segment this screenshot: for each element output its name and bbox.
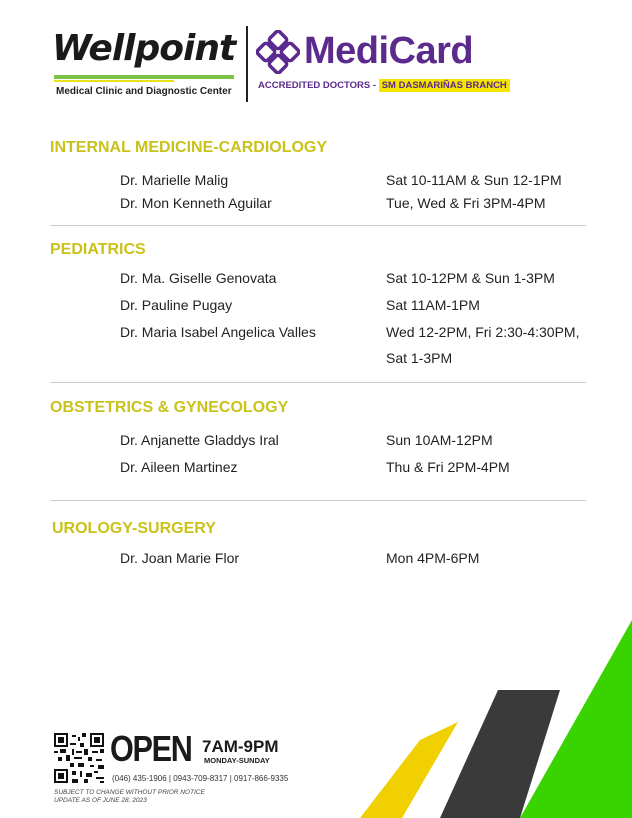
notice (54, 789, 205, 805)
notice-line: SUBJECT TO CHANGE WITHOUT PRIOR NOTICE (54, 789, 205, 796)
branch-tag: SM DASMARIÑAS BRANCH (379, 79, 510, 92)
doctor-name: Dr. Maria Isabel Angelica Valles (120, 324, 316, 340)
doctor-name: Dr. Mon Kenneth Aguilar (120, 195, 272, 211)
doctor-schedule: Sat 10-11AM & Sun 12-1PM (386, 172, 562, 188)
wellpoint-subtitle: Medical Clinic and Diagnostic Center (56, 86, 232, 97)
section-title-obgyn: OBSTETRICS & GYNECOLOGY (50, 399, 289, 416)
doctor-schedule: Sun 10AM-12PM (386, 432, 493, 448)
doctor-name: Dr. Joan Marie Flor (120, 550, 240, 566)
logo-underline-yellow (54, 80, 174, 82)
section-title-pediatrics: PEDIATRICS (50, 241, 146, 258)
doctor-schedule: Tue, Wed & Fri 3PM-4PM (386, 195, 546, 211)
opening-hours: 7AM-9PM (202, 737, 279, 756)
accredited-doctors-label (258, 80, 510, 91)
section-title-urology: UROLOGY-SURGERY (52, 520, 216, 537)
section-divider (50, 225, 586, 226)
accredited-text: ACCREDITED DOCTORS - (258, 80, 379, 91)
qr-code-icon (54, 733, 104, 783)
doctor-schedule: Sat 10-12PM & Sun 1-3PM (386, 270, 555, 286)
doctor-schedule: Wed 12-2PM, Fri 2:30-4:30PM, (386, 324, 580, 340)
doctor-name: Dr. Marielle Malig (120, 172, 229, 188)
opening-days: MONDAY-SUNDAY (204, 756, 270, 765)
doctor-name: Dr. Ma. Giselle Genovata (120, 270, 277, 286)
notice-line: UPDATE AS OF JUNE 28, 2023 (54, 797, 147, 804)
medicard-emblem-icon (256, 30, 300, 74)
doctor-name: Dr. Anjanette Gladdys Iral (120, 432, 279, 448)
doctor-name: Dr. Aileen Martinez (120, 459, 238, 475)
section-title-internal-medicine: INTERNAL MEDICINE-CARDIOLOGY (50, 139, 328, 156)
logo-underline-green (54, 75, 234, 79)
section-divider (50, 382, 586, 383)
open-label: OPEN (110, 728, 192, 769)
medicard-wordmark: MediCard (304, 30, 474, 72)
doctor-schedule: Sat 11AM-1PM (386, 297, 480, 313)
section-divider (50, 500, 586, 501)
doctor-schedule: Thu & Fri 2PM-4PM (386, 459, 510, 475)
header-divider (246, 26, 248, 102)
doctor-name: Dr. Pauline Pugay (120, 297, 233, 313)
phone-numbers: (046) 435-1906 | 0943-709-8317 | 0917-866-9335 (112, 774, 289, 783)
doctor-schedule-continued: Sat 1-3PM (386, 350, 453, 366)
doctor-schedule: Mon 4PM-6PM (386, 550, 480, 566)
wellpoint-logo (52, 28, 242, 100)
wellpoint-wordmark: Wellpoint (52, 28, 236, 69)
